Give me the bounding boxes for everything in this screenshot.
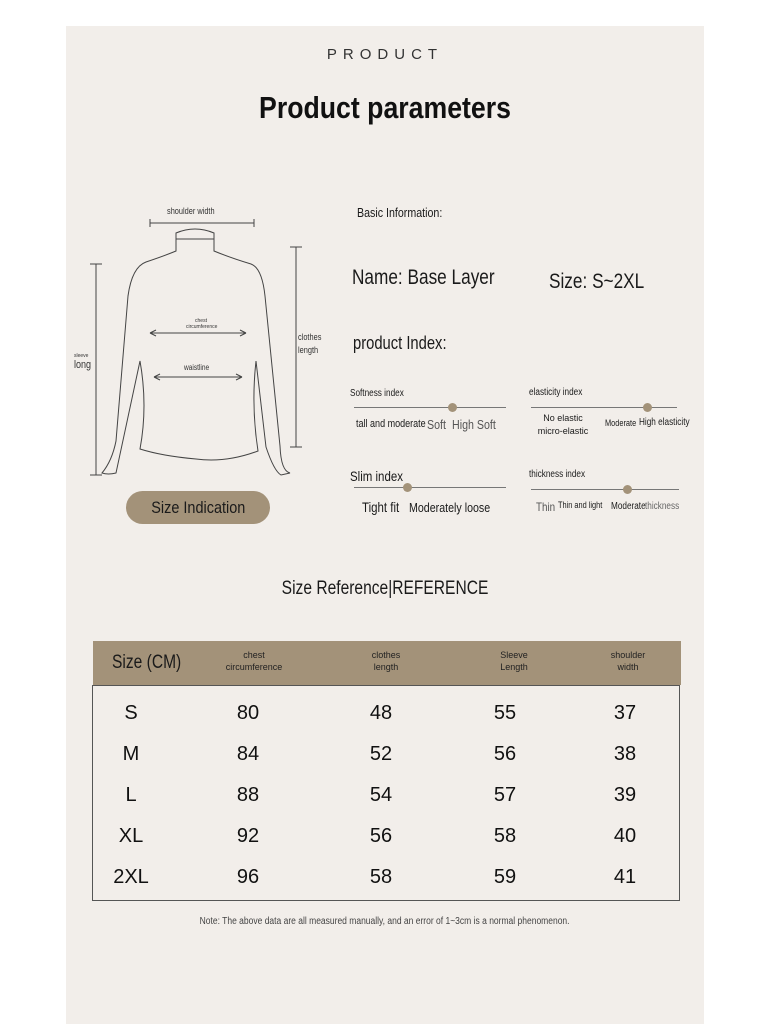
product-size-range: Size: S~2XL xyxy=(549,270,645,293)
slim-track xyxy=(354,487,506,488)
elasticity-option: High elasticity xyxy=(639,417,690,428)
softness-knob xyxy=(448,403,457,412)
thickness-knob xyxy=(623,485,632,494)
header-chest: chest circumference xyxy=(225,650,283,672)
size-table-body xyxy=(92,685,680,901)
thickness-option: Thin xyxy=(536,500,556,514)
header-size: Size (CM) xyxy=(112,652,182,673)
header-clothes-length: clothes length xyxy=(371,650,401,672)
measurement-cell: 59 xyxy=(493,866,517,888)
size-cell: S xyxy=(124,702,138,724)
measurement-cell: 48 xyxy=(369,702,393,724)
size-reference-title: Size Reference|REFERENCE xyxy=(281,578,489,599)
thickness-option: Moderate xyxy=(611,501,646,512)
thickness-track xyxy=(531,489,679,490)
measurement-cell: 38 xyxy=(613,743,637,765)
garment-diagram xyxy=(66,201,336,491)
measurement-cell: 56 xyxy=(369,825,393,847)
size-cell: L xyxy=(125,784,137,806)
clothes-length-label: clothes length xyxy=(298,332,322,355)
measurement-cell: 37 xyxy=(613,702,637,724)
product-index-title: product Index: xyxy=(353,333,447,353)
size-cell: 2XL xyxy=(113,866,149,888)
thickness-option: thickness xyxy=(645,501,680,512)
size-table-header xyxy=(93,641,681,685)
slim-index-label: Slim index xyxy=(350,468,403,484)
measurement-cell: 41 xyxy=(613,866,637,888)
measurement-cell: 54 xyxy=(369,784,393,806)
measurement-cell: 58 xyxy=(369,866,393,888)
page-title: Product parameters xyxy=(259,90,511,125)
slim-knob xyxy=(403,483,412,492)
softness-option: tall and moderate xyxy=(356,418,426,430)
measurement-cell: 84 xyxy=(236,743,260,765)
elasticity-track xyxy=(531,407,677,408)
size-indication-button[interactable]: Size Indication xyxy=(126,491,270,524)
thickness-index-label: thickness index xyxy=(529,469,586,480)
softness-track xyxy=(354,407,506,408)
measurement-cell: 56 xyxy=(493,743,517,765)
slim-option: Tight fit xyxy=(362,499,400,515)
thickness-option: Thin and light xyxy=(558,500,603,510)
measurement-cell: 57 xyxy=(493,784,517,806)
basic-info-label: Basic Information: xyxy=(357,205,443,220)
elasticity-option: No elastic micro-elastic xyxy=(537,413,589,436)
softness-option: High Soft xyxy=(452,417,496,432)
elasticity-knob xyxy=(643,403,652,412)
elasticity-index-label: elasticity index xyxy=(529,387,583,398)
measurement-cell: 96 xyxy=(236,866,260,888)
header-sleeve-length: Sleeve Length xyxy=(500,650,528,672)
size-cell: M xyxy=(122,743,140,765)
measurement-cell: 39 xyxy=(613,784,637,806)
softness-option: Soft xyxy=(427,417,446,432)
size-cell: XL xyxy=(118,825,144,847)
measurement-cell: 52 xyxy=(369,743,393,765)
measurement-cell: 58 xyxy=(493,825,517,847)
chest-label: chest circumference xyxy=(186,318,218,330)
measurement-cell: 80 xyxy=(236,702,260,724)
softness-index-label: Softness index xyxy=(350,388,404,399)
elasticity-option: Moderate xyxy=(605,418,637,428)
product-card xyxy=(66,26,704,1024)
sleeve-long-label: sleeve long xyxy=(74,353,92,371)
measurement-cell: 40 xyxy=(613,825,637,847)
shoulder-width-label: shoulder width xyxy=(167,206,215,216)
section-kicker: PRODUCT xyxy=(326,46,444,63)
measurement-cell: 88 xyxy=(236,784,260,806)
measurement-cell: 92 xyxy=(236,825,260,847)
waistline-label: waistline xyxy=(184,363,210,372)
measurement-cell: 55 xyxy=(493,702,517,724)
product-name: Name: Base Layer xyxy=(352,266,495,289)
measurement-note: Note: The above data are all measured manually, and an error of 1~3cm is a normal phenomenon. xyxy=(200,916,570,927)
header-shoulder-width: shoulder width xyxy=(610,650,646,672)
slim-option: Moderately loose xyxy=(409,500,491,515)
